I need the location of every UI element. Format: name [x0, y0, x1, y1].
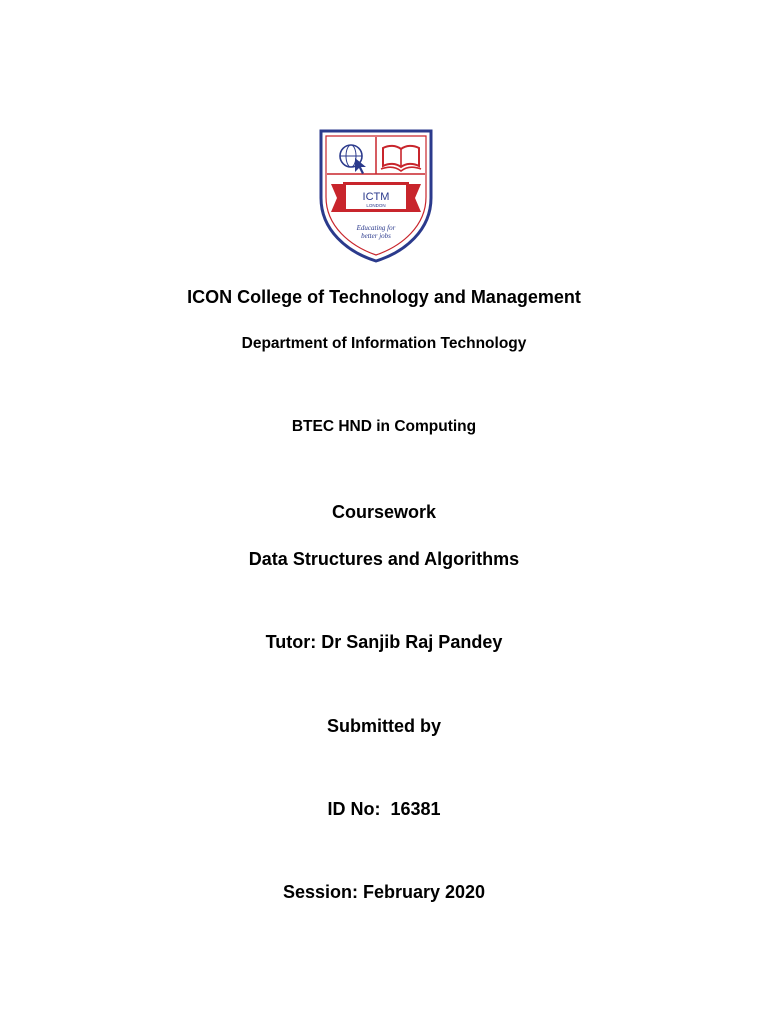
student-id-line: ID No: 16381: [327, 799, 441, 819]
logo-badge-subtext: LONDON: [366, 203, 386, 208]
session-line: Session: February 2020: [282, 882, 486, 902]
tutor-line: Tutor: Dr Sanjib Raj Pandey: [265, 632, 503, 652]
college-crest-logo: [317, 128, 435, 264]
submitted-by-label: Submitted by: [326, 716, 441, 736]
department-name: Department of Information Technology: [241, 335, 527, 352]
logo-motto: Educating for better jobs: [356, 224, 396, 240]
coursework-heading: Coursework: [331, 502, 437, 522]
college-name: ICON College of Technology and Management: [187, 287, 581, 307]
programme-name: BTEC HND in Computing: [291, 418, 477, 435]
logo-badge-text: ICTM: [362, 191, 390, 203]
open-book-icon: [381, 146, 421, 171]
module-title: Data Structures and Algorithms: [248, 549, 520, 569]
